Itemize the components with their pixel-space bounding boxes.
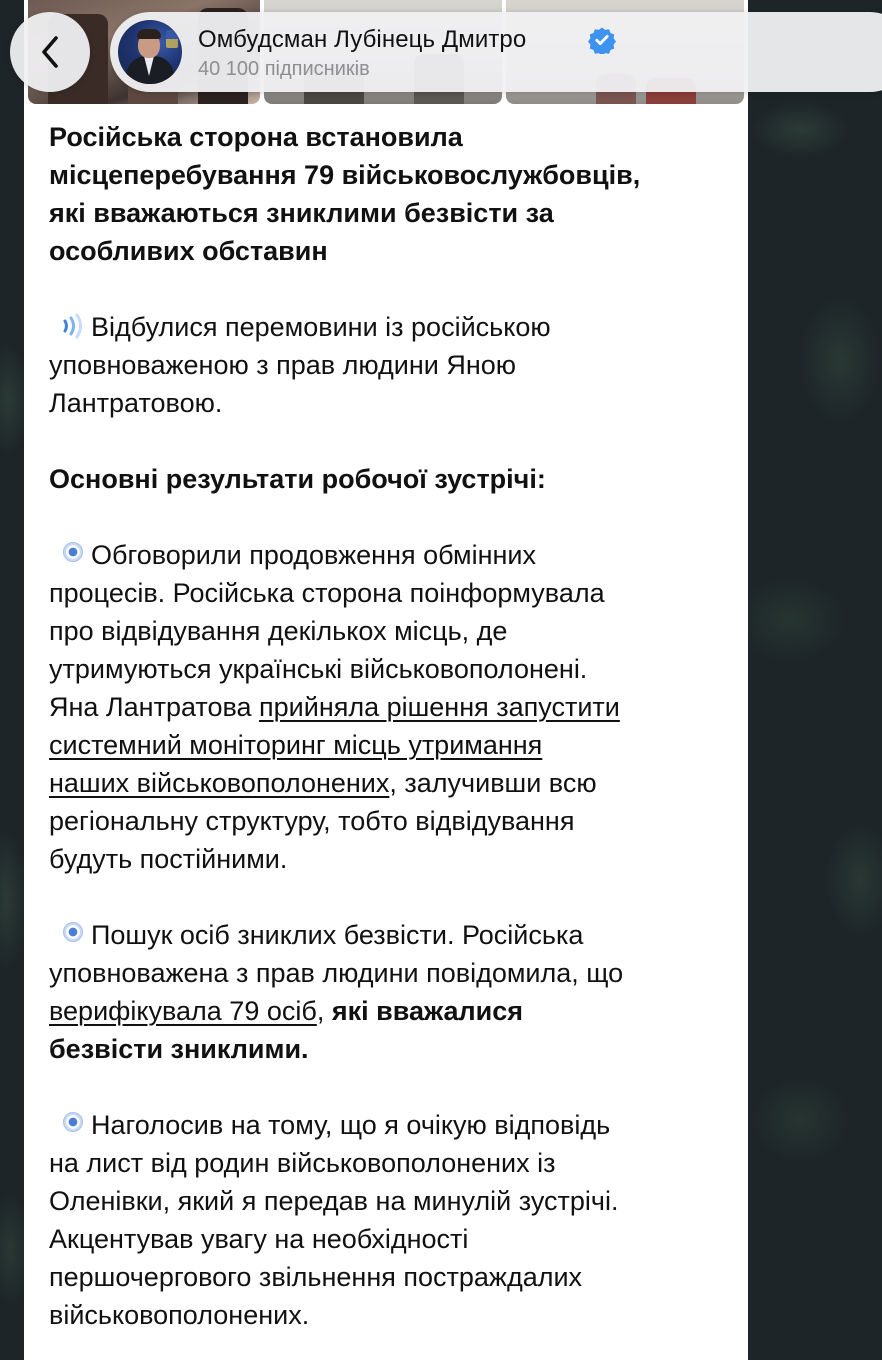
message-text [49, 118, 729, 1334]
chat-header [0, 0, 882, 100]
result-item-2 [49, 916, 729, 1068]
item-line: Оленівки, який я передав на минулій зустрічі. [49, 1186, 619, 1216]
item-line: Пошук осіб зниклих безвісти. Російська [91, 920, 584, 950]
item-line: Наголосив на тому, що я очікую відповідь [91, 1110, 611, 1140]
message-title [49, 118, 729, 270]
item-line: , [316, 996, 332, 1026]
back-button[interactable] [10, 12, 90, 92]
title-line: Російська сторона встановила [49, 122, 463, 152]
item-line-bold: які вважалися [331, 996, 523, 1026]
title-line: особливих обставин [49, 236, 328, 266]
intro-line: уповноваженою з прав людини Яною [49, 350, 517, 380]
intro-line: Відбулися перемовини із російською [91, 312, 551, 342]
monitoring-link[interactable]: системний моніторинг місць утримання [49, 730, 543, 760]
item-line: уповноважена з прав людини повідомила, що [49, 958, 624, 988]
item-line: процесів. Російська сторона поінформувала [49, 578, 605, 608]
blue-circle-bullet-icon [63, 922, 83, 942]
monitoring-link[interactable]: прийняла рішення запустити [259, 692, 620, 722]
item-line: першочергового звільнення постраждалих [49, 1262, 583, 1292]
item-line: військовополонених. [49, 1300, 310, 1330]
verification-link[interactable]: верифікувала 79 осіб [49, 996, 317, 1026]
subscriber-count: 40 100 підписників [198, 58, 370, 80]
channel-avatar[interactable] [118, 20, 182, 84]
result-item-1 [49, 536, 729, 878]
channel-info[interactable] [110, 12, 882, 92]
title-line: місцеперебування 79 військовослужбовців, [49, 160, 641, 190]
intro-line: Лантратовою. [49, 388, 223, 418]
item-line: регіональну структуру, тобто відвідування [49, 806, 575, 836]
results-heading: Основні результати робочої зустрічі: [49, 464, 546, 494]
blue-circle-bullet-icon [63, 1112, 83, 1132]
item-line-bold: безвісти зниклими. [49, 1034, 309, 1064]
title-line: які вважаються зниклими безвісти за [49, 198, 554, 228]
channel-name: Омбудсман Лубінець Дмитро [198, 26, 527, 53]
sound-waves-icon [59, 312, 87, 340]
item-line: будуть постійними. [49, 844, 288, 874]
item-line: Яна Лантратова [49, 692, 260, 722]
chevron-left-icon [39, 34, 61, 70]
item-line: утримуються українські військовополонені. [49, 654, 588, 684]
item-line: Обговорили продовження обмінних [91, 540, 536, 570]
item-line: на лист від родин військовополонених із [49, 1148, 556, 1178]
monitoring-link[interactable]: наших військовополонених [49, 768, 390, 798]
item-line: Акцентував увагу на необхідності [49, 1224, 469, 1254]
result-item-3 [49, 1106, 729, 1334]
verified-badge-icon [588, 26, 616, 54]
intro-paragraph [49, 308, 729, 422]
blue-circle-bullet-icon [63, 542, 83, 562]
item-line: , залучивши всю [389, 768, 597, 798]
item-line: про відвідування декількох місць, де [49, 616, 508, 646]
